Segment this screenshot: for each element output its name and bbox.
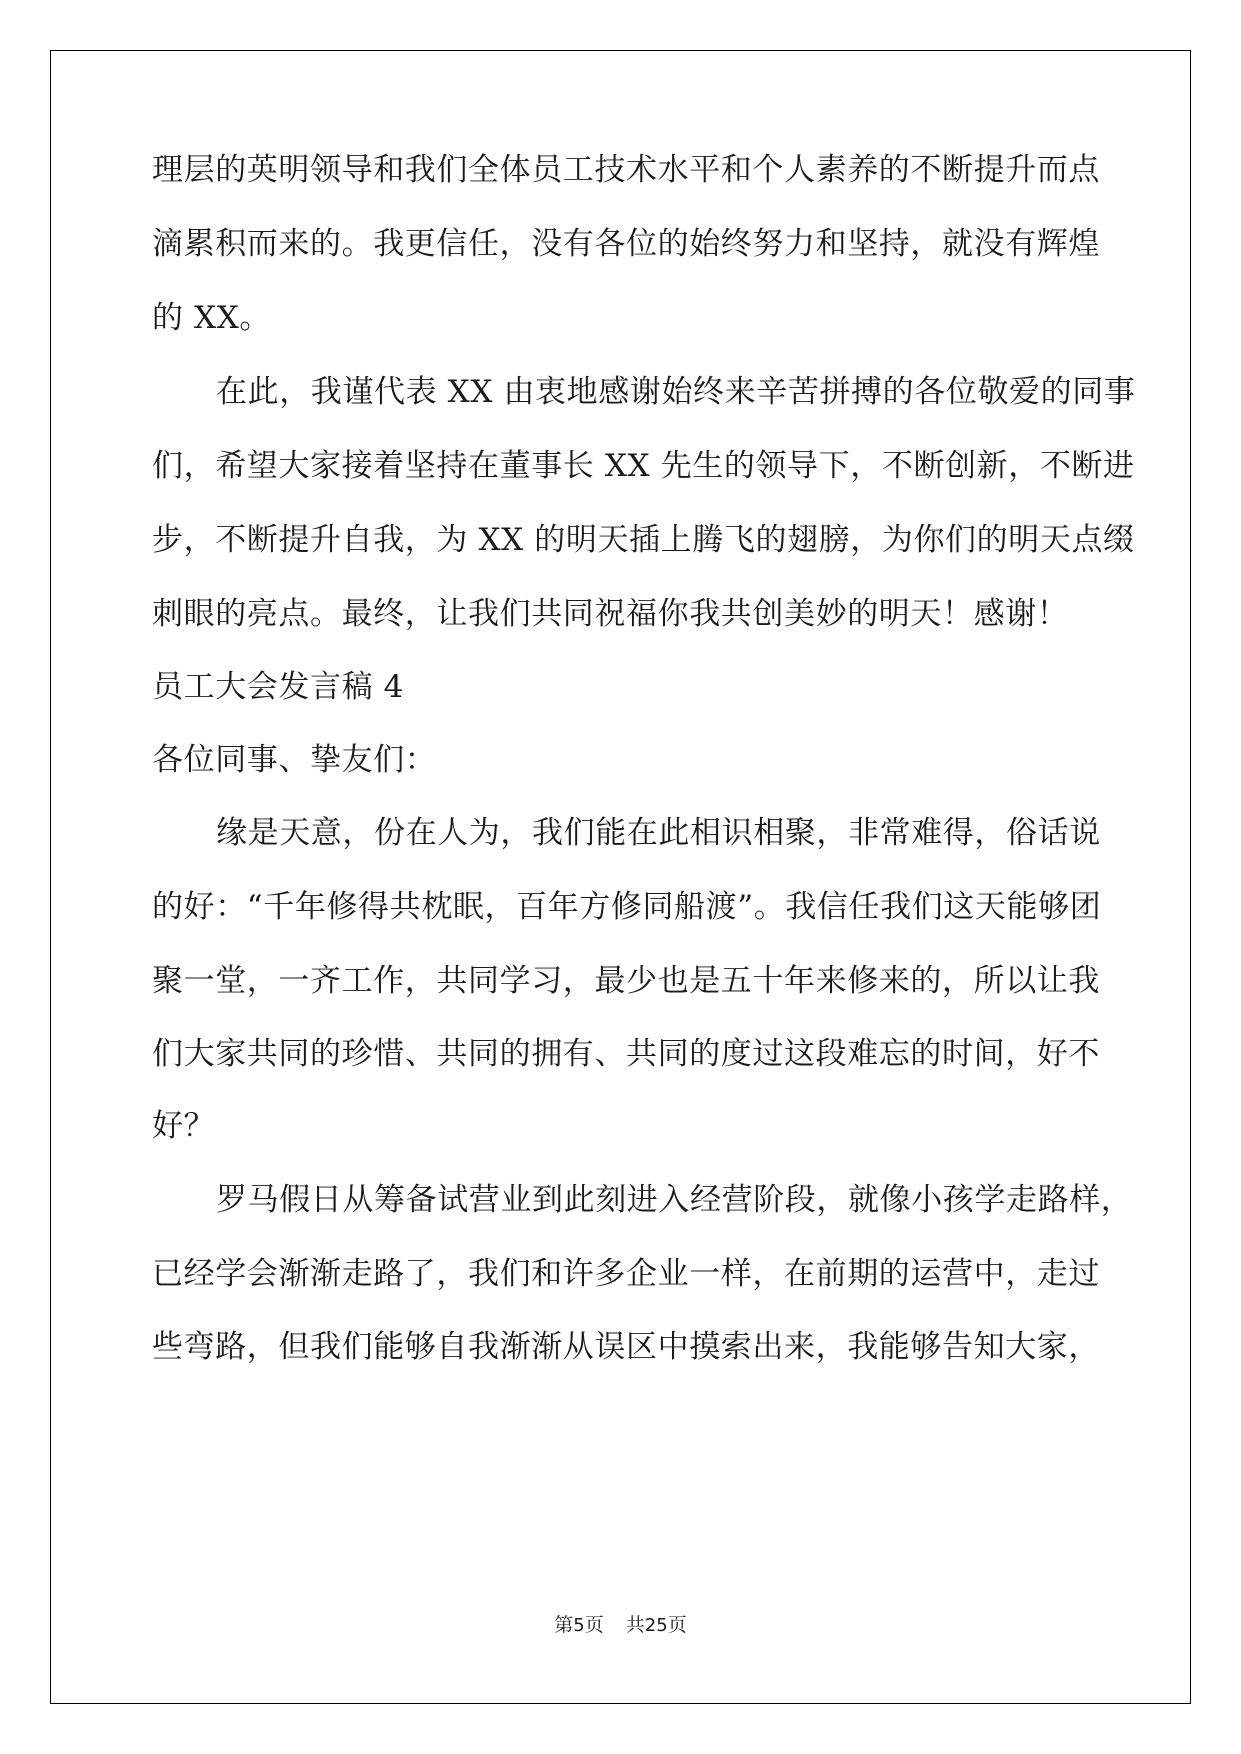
paragraph-line: 理层的英明领导和我们全体员工技术水平和个人素养的不断提升而点 bbox=[152, 152, 1100, 188]
paragraph-line: 缘是天意，份在人为，我们能在此相识相聚，非常难得，俗话说 bbox=[216, 815, 1101, 851]
page-prefix: 第 bbox=[554, 1614, 574, 1636]
paragraph-line: 滴累积而来的。我更信任，没有各位的始终努力和坚持，就没有辉煌 bbox=[152, 226, 1100, 262]
total-prefix: 共 bbox=[625, 1614, 645, 1636]
page-current-number: 5 bbox=[573, 1615, 585, 1636]
paragraph-line: 在此，我谨代表 XX 由衷地感谢始终来辛苦拼搏的各位敬爱的同事 bbox=[216, 374, 1136, 410]
total-unit: 页 bbox=[667, 1614, 687, 1636]
page-footer bbox=[0, 1613, 1241, 1638]
paragraph-line: 刺眼的亮点。最终，让我们共同祝福你我共创美妙的明天！感谢！ bbox=[152, 596, 1069, 632]
paragraph-line: 的 XX。 bbox=[152, 300, 271, 336]
paragraph-line: 步，不断提升自我，为 XX 的明天插上腾飞的翅膀，为你们的明天点缀 bbox=[152, 522, 1135, 558]
paragraph-line: 聚一堂，一齐工作，共同学习，最少也是五十年来修来的，所以让我 bbox=[152, 963, 1100, 999]
paragraph-line: 的好：“千年修得共枕眠，百年方修同船渡”。我信任我们这天能够团 bbox=[152, 889, 1102, 925]
paragraph-line: 些弯路，但我们能够自我渐渐从误区中摸索出来，我能够告知大家， bbox=[152, 1329, 1100, 1365]
salutation: 各位同事、挚友们： bbox=[152, 742, 437, 778]
paragraph-line: 已经学会渐渐走路了，我们和许多企业一样，在前期的运营中，走过 bbox=[152, 1256, 1100, 1292]
paragraph-line: 罗马假日从筹备试营业到此刻进入经营阶段，就像小孩学走路样， bbox=[216, 1182, 1133, 1218]
paragraph-line: 们，希望大家接着坚持在董事长 XX 先生的领导下，不断创新，不断进 bbox=[152, 448, 1135, 484]
section-heading: 员工大会发言稿 4 bbox=[152, 669, 404, 705]
page-total-number: 25 bbox=[644, 1615, 668, 1636]
paragraph-line: 好？ bbox=[152, 1108, 216, 1144]
paragraph-line: 们大家共同的珍惜、共同的拥有、共同的度过这段难忘的时间，好不 bbox=[152, 1036, 1100, 1072]
page-unit: 页 bbox=[584, 1614, 604, 1636]
